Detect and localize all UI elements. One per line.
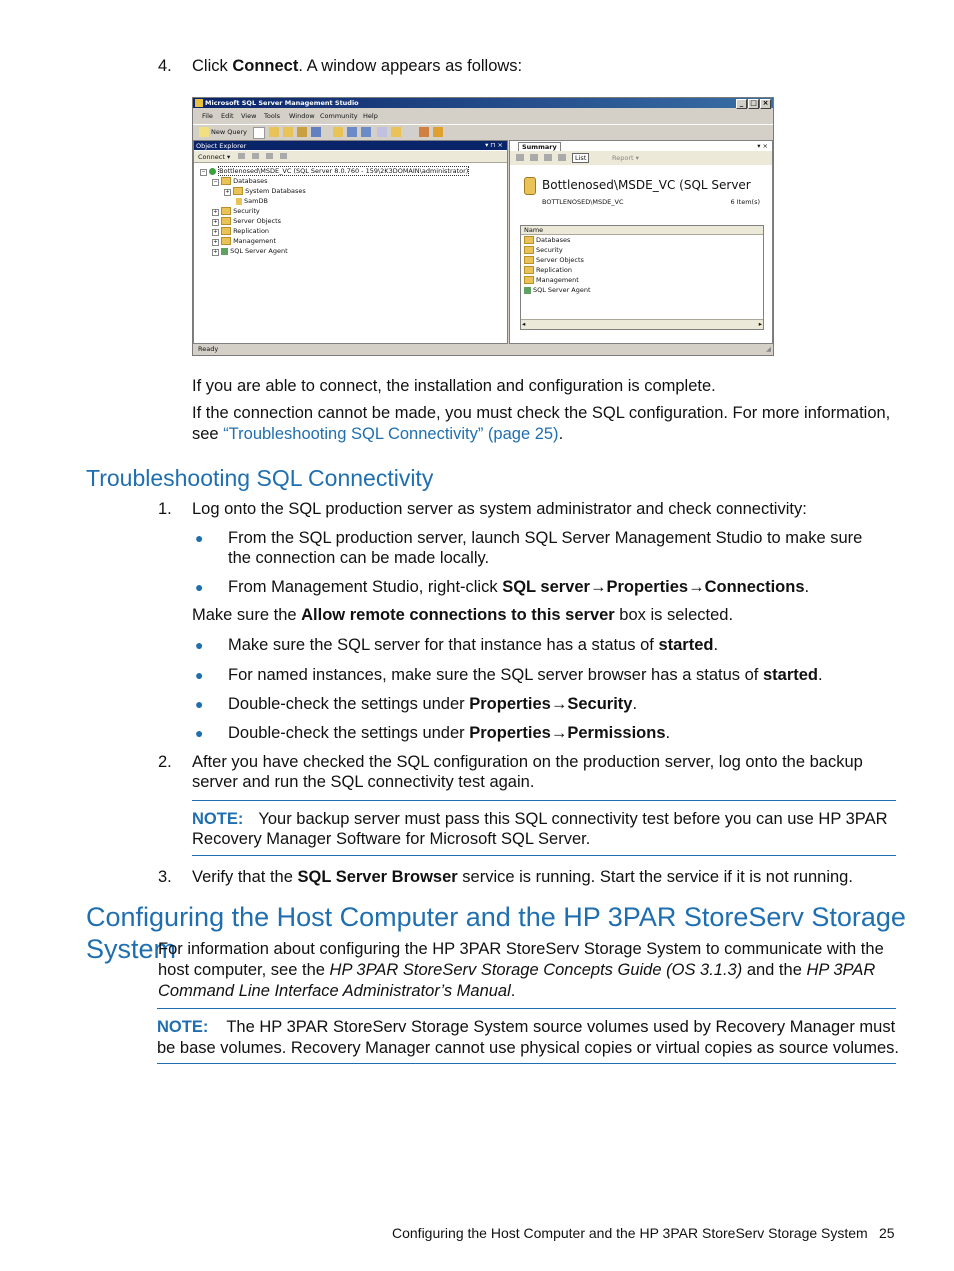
menu-help: Help: [363, 112, 378, 120]
summary-server-subtitle: BOTTLENOSED\MSDE_VC: [542, 198, 624, 206]
list-button: List: [572, 153, 589, 163]
bullet-end: .: [804, 578, 810, 596]
arrow-icon: →: [688, 578, 705, 596]
note2-line1: [157, 1017, 895, 1038]
note-label: NOTE:: [157, 1018, 209, 1036]
see-reference: [192, 424, 563, 445]
list-item-label: SQL Server Agent: [533, 286, 591, 294]
agent-icon: [524, 287, 531, 294]
server-icon: [209, 168, 216, 175]
agent-icon: [221, 248, 228, 255]
note-bottom-rule: [192, 855, 896, 856]
save-all-icon: [361, 127, 371, 137]
arrow-icon: →: [550, 695, 568, 713]
summary-server-title: Bottlenosed\MSDE_VC (SQL Server: [542, 178, 751, 192]
expand-icon: +: [213, 249, 218, 255]
tree-system-databases: [224, 187, 306, 196]
properties-icon: [419, 127, 429, 137]
bullet-security: [228, 694, 637, 715]
bullet-text: the connection can be made locally.: [228, 549, 490, 567]
list-item-label: Server Objects: [536, 256, 584, 264]
toolbox-icon: [433, 127, 443, 137]
expand-icon: +: [213, 229, 218, 235]
bullet-icon: ●: [195, 725, 204, 741]
analysis-query-icon: [283, 127, 293, 137]
summary-list: [520, 225, 764, 330]
note1-text: Recovery Manager Software for Microsoft SQL Server.: [192, 830, 591, 848]
disconnect-icon: [238, 153, 245, 159]
tree-server-objects-label: Server Objects: [233, 217, 282, 225]
see-label: see: [192, 425, 224, 443]
note1-text: Your backup server must pass this SQL connectivity test before you can use HP 3PAR: [258, 810, 888, 828]
expand-icon: +: [213, 219, 218, 225]
folder-icon: [221, 227, 231, 235]
step3-bold: SQL Server Browser: [297, 868, 458, 886]
section-heading-troubleshooting: Troubleshooting SQL Connectivity: [86, 465, 434, 491]
tab-controls: ▾ ×: [757, 142, 768, 150]
connect-dropdown: Connect ▾: [198, 153, 231, 161]
config-text-line2: [158, 960, 875, 981]
bullet-icon: ●: [195, 696, 204, 712]
make-sure-bold: Allow remote connections to this server: [301, 606, 615, 624]
bullet-pre: For named instances, make sure the SQL server browser has a status of: [228, 666, 763, 684]
folder-icon: [524, 256, 534, 264]
note2-text: be base volumes. Recovery Manager cannot use physical copies or virtual copies as source volumes.: [157, 1039, 899, 1057]
step4-pre: Click: [192, 57, 233, 75]
folder-icon: [221, 217, 231, 225]
list-item: [524, 236, 570, 244]
summary-toolbar: [510, 151, 772, 165]
concepts-guide-title: HP 3PAR StoreServ Storage Concepts Guide (OS 3.1.3): [329, 961, 743, 979]
see-end: .: [558, 425, 564, 443]
step4-bold: Connect: [232, 57, 299, 75]
bullet-bold: started: [658, 636, 714, 654]
make-sure-text: [192, 605, 733, 626]
note1-line1: [192, 809, 888, 830]
tree-sql-agent-label: SQL Server Agent: [230, 247, 288, 255]
object-explorer-title: Object Explorer: [196, 142, 247, 150]
bullet-pre: Double-check the settings under: [228, 695, 470, 713]
object-explorer-icon: [391, 127, 401, 137]
registered-servers-icon: [377, 127, 387, 137]
list-item: [524, 266, 572, 274]
pane-controls: ▾ ⊓ ×: [485, 141, 503, 149]
close-icon: ×: [760, 99, 771, 109]
list-item-label: Replication: [536, 266, 572, 274]
tree-server-label: Bottlenosed\MSDE_VC (SQL Server 8.0.760 - 159\2K3DOMAIN\administrator): [219, 167, 469, 175]
bullet-end: .: [665, 724, 671, 742]
folder-icon: [524, 246, 534, 254]
menu-community: Community: [320, 112, 358, 120]
minimize-icon: _: [736, 99, 747, 109]
mdx-query-icon: [297, 127, 307, 137]
tree-server: [200, 167, 469, 176]
ssms-toolbar: [193, 124, 773, 139]
bullet-pre: Double-check the settings under: [228, 724, 470, 742]
list-item: [524, 276, 579, 284]
collapse-icon: −: [201, 169, 206, 175]
bullet-status-started: [228, 635, 718, 656]
page-number: 25: [879, 1225, 895, 1241]
ssms-title: Microsoft SQL Server Management Studio: [205, 99, 359, 107]
bullet-icon: ●: [195, 530, 204, 546]
list-item-label: Security: [536, 246, 563, 254]
object-explorer-toolbar: [194, 151, 507, 163]
troubleshooting-link[interactable]: “Troubleshooting SQL Connectivity” (page 25): [223, 425, 559, 443]
connection-failed-text: If the connection cannot be made, you must check the SQL configuration. For more information,: [192, 404, 891, 422]
menu-view: View: [241, 112, 257, 120]
bullet-pre: From Management Studio, right-click: [228, 578, 503, 596]
menu-file: File: [202, 112, 213, 120]
collapse-icon: −: [213, 179, 218, 185]
config-end: .: [510, 982, 516, 1000]
bullet-bold: Security: [567, 695, 633, 713]
folder-icon: [221, 177, 231, 185]
maximize-icon: □: [748, 99, 759, 109]
note-top-rule: [157, 1008, 896, 1009]
tree-security-label: Security: [233, 207, 260, 215]
ssms-titlebar: [193, 98, 773, 108]
bullet-icon: ●: [195, 667, 204, 683]
arrow-icon: →: [589, 578, 607, 596]
bullet-permissions: [228, 723, 670, 744]
bullet-icon: ●: [195, 637, 204, 653]
save-icon: [347, 127, 357, 137]
folder-icon: [524, 266, 534, 274]
resize-grip-icon: ◢: [766, 345, 771, 353]
tree-sql-agent: [212, 247, 288, 256]
note-bottom-rule: [157, 1063, 896, 1064]
step3-pre: Verify that the: [192, 868, 298, 886]
config-text-line3: [158, 981, 515, 1002]
ssms-screenshot: [192, 97, 774, 356]
sync-icon: [544, 154, 552, 161]
object-explorer-pane: [193, 140, 508, 344]
database-icon: [236, 198, 242, 205]
connect-complete-text: If you are able to connect, the installation and configuration is complete.: [192, 377, 716, 395]
xmla-query-icon: [311, 127, 321, 137]
tree-samdb-label: SamDB: [244, 197, 268, 205]
note-top-rule: [192, 800, 896, 801]
new-query-icon: [199, 127, 209, 137]
menu-edit: Edit: [221, 112, 234, 120]
arrow-icon: →: [550, 724, 568, 742]
refresh-icon: [266, 153, 273, 159]
scroll-right-icon: ▸: [758, 320, 762, 328]
config-pre: host computer, see the: [158, 961, 330, 979]
step1-text: Log onto the SQL production server as system administrator and check connectivity:: [192, 500, 807, 518]
list-item: [524, 286, 591, 294]
tree-management-label: Management: [233, 237, 276, 245]
status-text: Ready: [198, 345, 219, 353]
menu-tools: Tools: [264, 112, 281, 120]
tree-replication: [212, 227, 269, 236]
statusbar: [193, 344, 773, 355]
expand-icon: +: [213, 209, 218, 215]
step-number: 3.: [158, 868, 172, 886]
bullet-end: .: [713, 636, 719, 654]
bullet-end: .: [632, 695, 638, 713]
bullet-bold: Properties: [469, 695, 551, 713]
forward-icon: [530, 154, 538, 161]
summary-item-count: 6 Item(s): [730, 198, 760, 206]
bullet-bold: SQL server: [502, 578, 590, 596]
make-sure-post: box is selected.: [614, 606, 734, 624]
scroll-left-icon: ◂: [522, 320, 526, 328]
config-text: For information about configuring the HP 3PAR StoreServ Storage System to communicate with the: [158, 940, 884, 958]
list-header-name: Name: [524, 226, 544, 234]
step-number: 4.: [158, 57, 172, 75]
make-sure-pre: Make sure the: [192, 606, 302, 624]
bullet-bold: Properties: [469, 724, 551, 742]
folder-icon: [524, 276, 534, 284]
config-mid: and the: [742, 961, 807, 979]
expand-icon: +: [213, 239, 218, 245]
new-query-label: New Query: [211, 128, 247, 136]
template-explorer-icon: [405, 127, 415, 137]
step2-text: After you have checked the SQL configuration on the production server, log onto the backup: [192, 753, 863, 771]
list-item-label: Management: [536, 276, 579, 284]
bullet-bold: Permissions: [567, 724, 666, 742]
list-header: [521, 226, 763, 235]
expand-icon: +: [225, 189, 230, 195]
tree-system-databases-label: System Databases: [245, 187, 306, 195]
list-item: [524, 246, 563, 254]
bullet-right-click: [228, 577, 809, 598]
section-heading-configuring: Configuring the Host Computer and the HP 3PAR StoreServ Storage System: [86, 902, 906, 964]
folder-icon: [524, 236, 534, 244]
db-query-icon: [269, 127, 279, 137]
window-buttons: [735, 99, 771, 109]
step4-text: [192, 56, 522, 77]
bullet-named-instances: [228, 665, 823, 686]
bullet-pre: Make sure the SQL server for that instance has a status of: [228, 636, 659, 654]
tree-replication-label: Replication: [233, 227, 270, 235]
note-label: NOTE:: [192, 810, 244, 828]
list-item: [524, 256, 584, 264]
ssms-menubar: [193, 110, 773, 120]
bullet-bold: Properties: [606, 578, 689, 596]
step2-text: server and run the SQL connectivity test again.: [192, 773, 535, 791]
server-db-icon: [524, 177, 536, 195]
filter-icon: [558, 154, 566, 161]
footer-title: Configuring the Host Computer and the HP 3PAR StoreServ Storage System: [392, 1225, 868, 1241]
tree-samdb: [236, 197, 268, 205]
bullet-bold: started: [762, 666, 818, 684]
tree-security: [212, 207, 260, 216]
tree-management: [212, 237, 276, 246]
horizontal-scrollbar: [521, 319, 763, 329]
step3-text: [192, 867, 853, 888]
menu-window: Window: [289, 112, 315, 120]
tree-server-objects: [212, 217, 281, 226]
folder-icon: [221, 237, 231, 245]
step4-post: . A window appears as follows:: [298, 57, 523, 75]
note2-text: The HP 3PAR StoreServ Storage System source volumes used by Recovery Manager must: [226, 1018, 896, 1036]
bullet-bold: Connections: [704, 578, 805, 596]
tree-databases: [212, 177, 267, 186]
report-button: Report ▾: [612, 154, 639, 162]
summary-pane: [509, 140, 773, 344]
object-explorer-header: [194, 141, 507, 150]
folder-icon: [233, 187, 243, 195]
bullet-end: .: [818, 666, 823, 684]
new-file-icon: [253, 127, 265, 139]
filter-icon: [280, 153, 287, 159]
step-number: 2.: [158, 753, 172, 771]
folder-icon: [221, 207, 231, 215]
back-icon: [516, 154, 524, 161]
step-number: 1.: [158, 500, 172, 518]
tab-summary: Summary: [518, 142, 561, 151]
app-icon: [195, 99, 203, 107]
open-icon: [333, 127, 343, 137]
bullet-icon: ●: [195, 579, 204, 595]
bullet-text: From the SQL production server, launch SQL Server Management Studio to make sure: [228, 529, 863, 547]
stop-icon: [252, 153, 259, 159]
tree-databases-label: Databases: [233, 177, 268, 185]
step3-post: service is running. Start the service if it is not running.: [457, 868, 853, 886]
cli-manual-title-start: HP 3PAR: [806, 961, 876, 979]
cli-manual-title: Command Line Interface Administrator’s Manual: [158, 982, 511, 1000]
list-item-label: Databases: [536, 236, 571, 244]
